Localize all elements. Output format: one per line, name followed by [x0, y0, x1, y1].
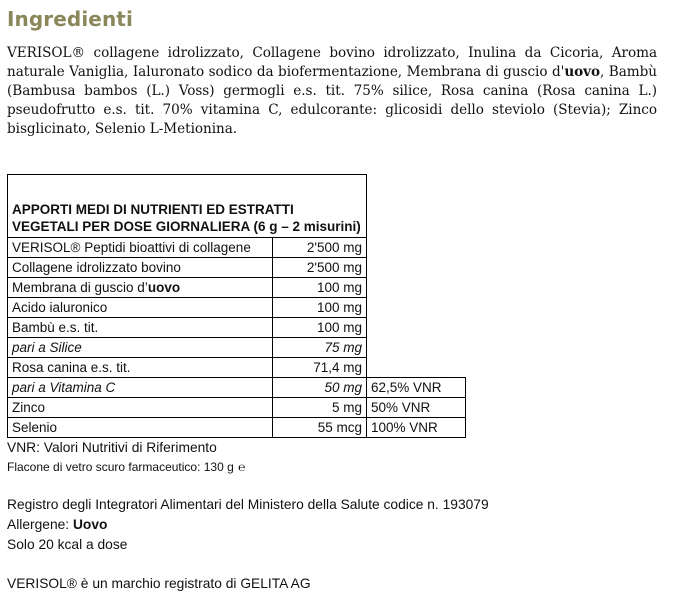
nutrient-name: Zinco: [8, 398, 273, 418]
ingredients-heading: Ingredienti: [7, 7, 133, 31]
nutrient-amount: 2'500 mg: [272, 258, 366, 278]
nutrient-name: [8, 278, 273, 298]
trademark-note: VERISOL® è un marchio registrato di GELITA AG: [7, 576, 311, 591]
table-header-row: [8, 175, 466, 238]
nutrient-vnr: 100% VNR: [367, 418, 466, 438]
nutrient-name: Rosa canina e.s. tit.: [8, 358, 273, 378]
nutrient-amount: 55 mcg: [272, 418, 366, 438]
nutrient-name: Selenio: [8, 418, 273, 438]
table-row: [8, 298, 466, 318]
nutrient-name: Collagene idrolizzato bovino: [8, 258, 273, 278]
table-row: [8, 418, 466, 438]
ingredients-text-part: VERISOL® collagene idrolizzato, Collagene bovino idrolizzato, Inulina da Cicoria, Aroma naturale Vaniglia, Ialuronato sodico da biofermentazione, Membrana di guscio d': [7, 45, 657, 80]
nutrient-amount: 50 mg: [272, 378, 366, 398]
nutrient-name: pari a Silice: [8, 338, 273, 358]
nutrient-vnr: 62,5% VNR: [367, 378, 466, 398]
table-header: APPORTI MEDI DI NUTRIENTI ED ESTRATTI VEGETALI PER DOSE GIORNALIERA (6 g – 2 misurini): [8, 175, 367, 238]
ingredients-paragraph: [7, 44, 657, 139]
allergen-label: Allergene:: [7, 517, 73, 532]
registry-code: Registro degli Integratori Alimentari del Ministero della Salute codice n. 193079: [7, 497, 489, 512]
nutrient-amount: 2'500 mg: [272, 238, 366, 258]
ingredients-allergen-egg: uovo: [564, 64, 601, 80]
nutrient-amount: 5 mg: [272, 398, 366, 418]
table-row: [8, 258, 466, 278]
nutrient-amount: 71,4 mg: [272, 358, 366, 378]
table-row: [8, 358, 466, 378]
table-row: [8, 338, 466, 358]
allergen-line: [7, 517, 107, 532]
table-row: [8, 238, 466, 258]
nutrition-table: [7, 174, 466, 438]
allergen-value: Uovo: [72, 517, 108, 532]
table-row: [8, 318, 466, 338]
vnr-footnote: VNR: Valori Nutritivi di Riferimento: [7, 440, 217, 455]
table-row: [8, 398, 466, 418]
nutrient-amount: 100 mg: [272, 298, 366, 318]
nutrient-name-allergen: uovo: [147, 280, 181, 295]
nutrient-amount: 75 mg: [272, 338, 366, 358]
nutrient-name: Bambù e.s. tit.: [8, 318, 273, 338]
container-text: Flacone di vetro scuro farmaceutico: 130 g: [7, 460, 234, 474]
nutrient-name: VERISOL® Peptidi bioattivi di collagene: [8, 238, 273, 258]
nutrient-name: pari a Vitamina C: [8, 378, 273, 398]
estimated-sign-icon: ℮: [238, 460, 246, 474]
table-row: [8, 278, 466, 298]
nutrient-name: Acido ialuronico: [8, 298, 273, 318]
table-row: [8, 378, 466, 398]
nutrient-vnr: 50% VNR: [367, 398, 466, 418]
nutrient-amount: 100 mg: [272, 278, 366, 298]
ingredients-text-part: , Bambù (Bambusa bambos (L.) Voss) germogli e.s. tit. 75% silice, Rosa canina (Rosa canina L.) pseudofrutto e.s. tit. 70% vitamina C, edulcorante: glicosidi dello steviolo (Stevia); Zinco bisglicinato, Selenio L-Metionina.: [7, 64, 658, 137]
nutrient-amount: 100 mg: [272, 318, 366, 338]
container-info: [7, 460, 245, 474]
kcal-info: Solo 20 kcal a dose: [7, 537, 128, 552]
nutrient-name-prefix: Membrana di guscio d’: [12, 280, 148, 295]
